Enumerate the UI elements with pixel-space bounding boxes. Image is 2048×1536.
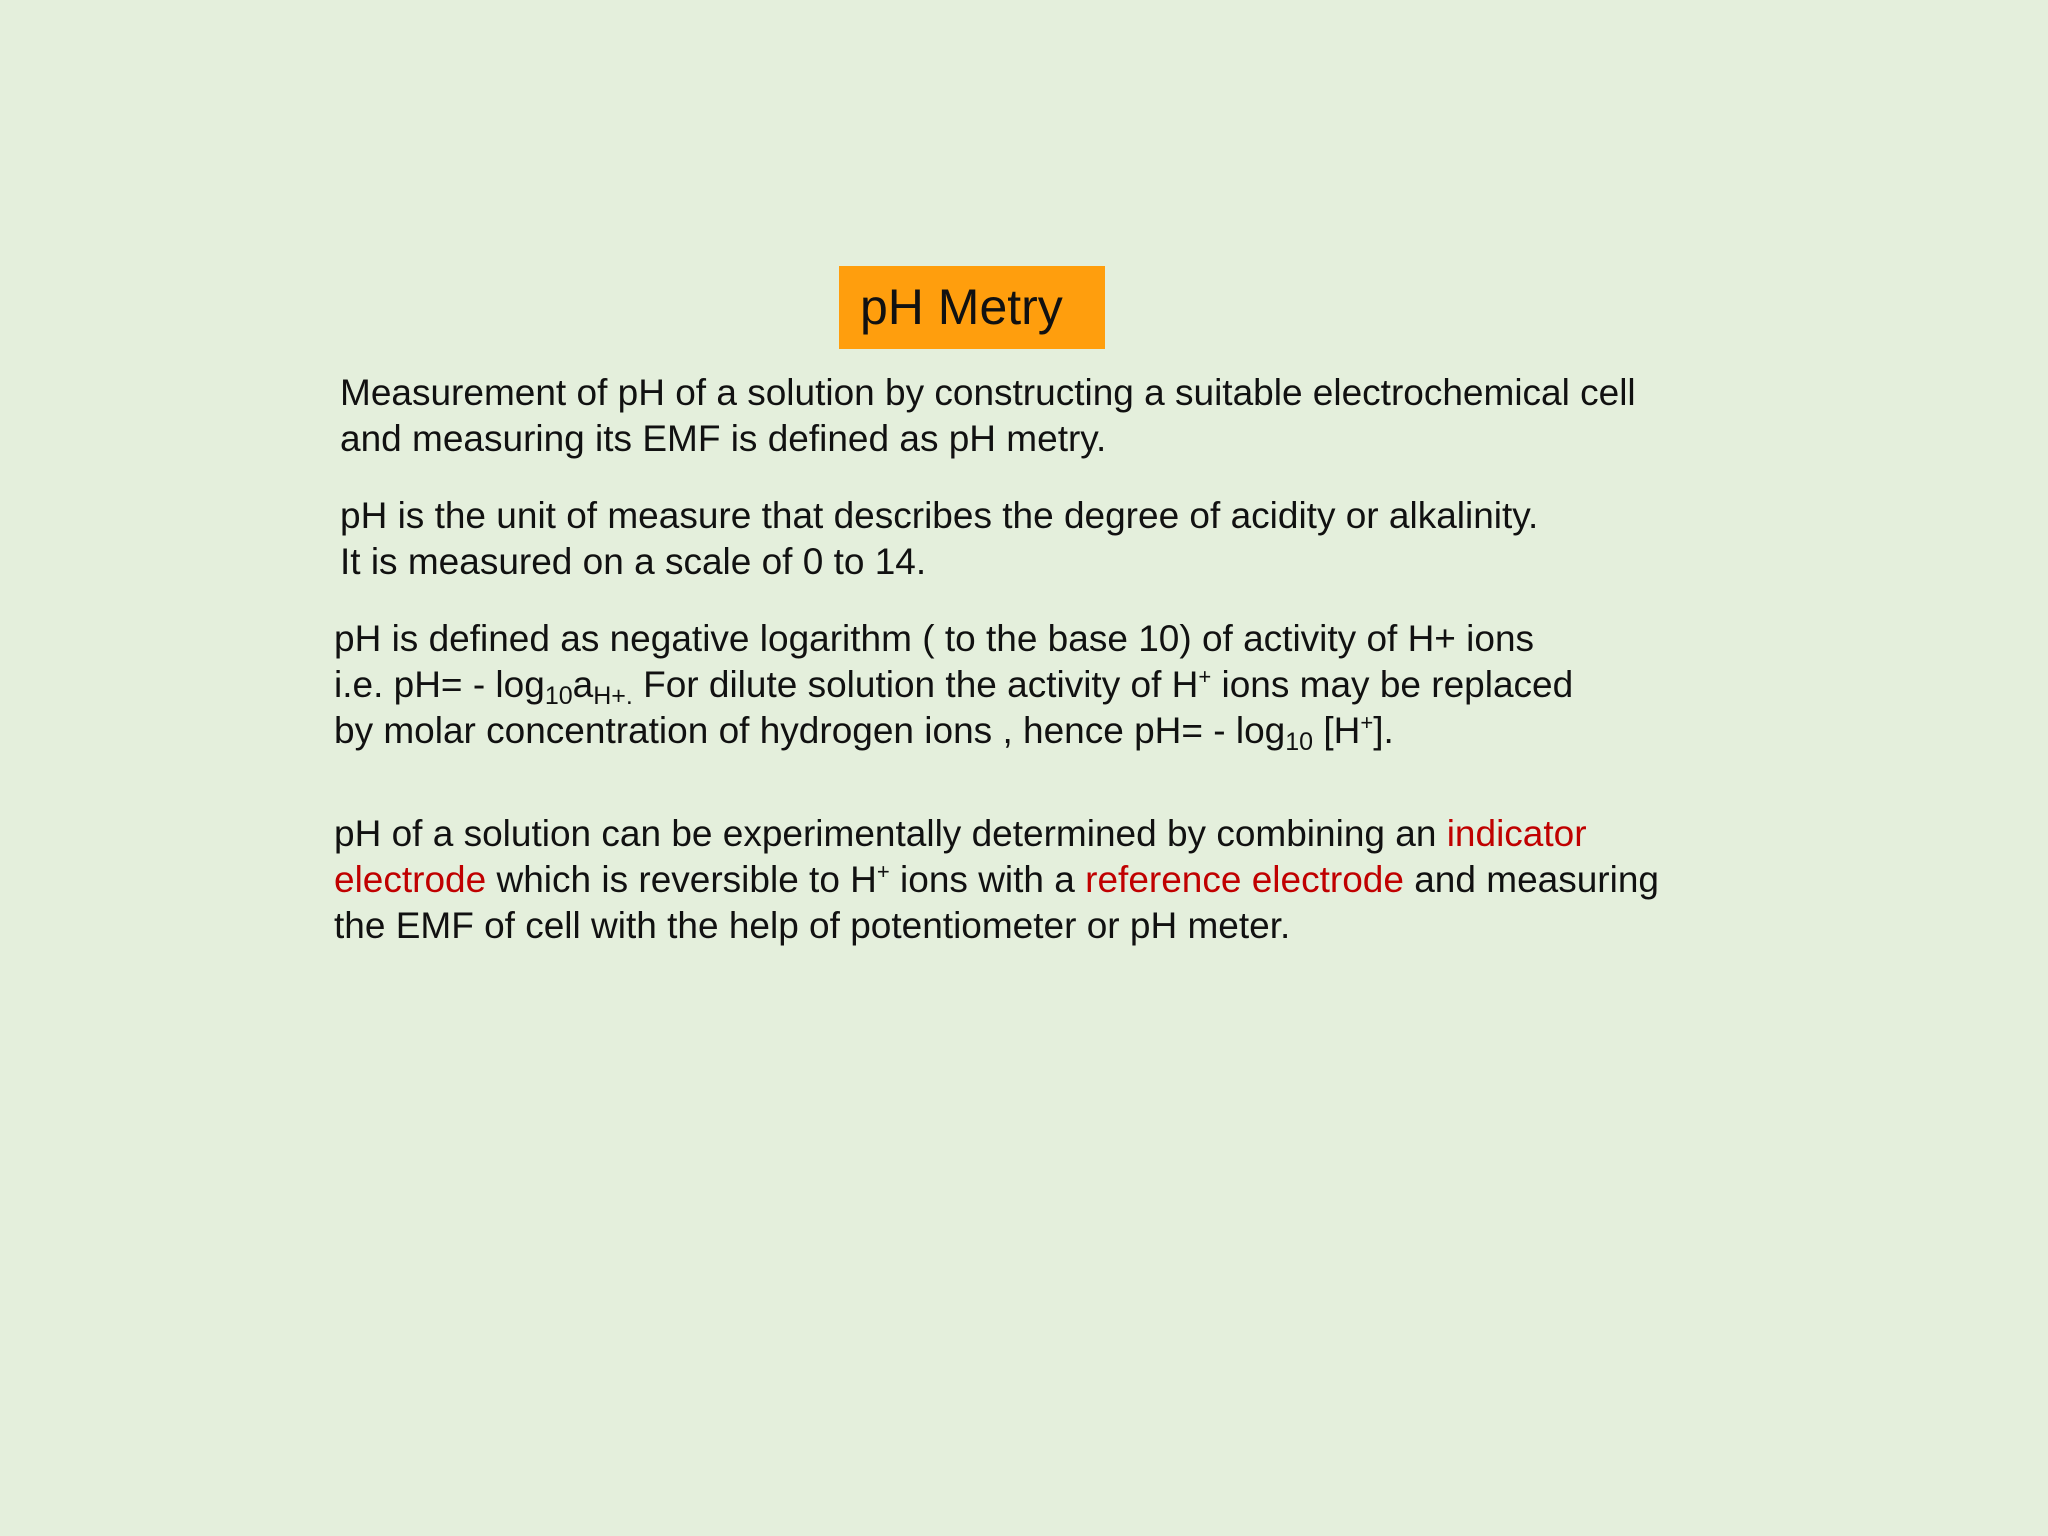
method-line-1 bbox=[334, 811, 1659, 857]
definition-line-2: and measuring its EMF is defined as pH metry. bbox=[340, 418, 1107, 459]
formula-text: i.e. pH= - log bbox=[334, 664, 545, 705]
log-base-subscript: 10 bbox=[544, 682, 573, 710]
formula-text: by molar concentration of hydrogen ions , hence pH= - log bbox=[334, 710, 1286, 751]
method-paragraph bbox=[334, 811, 1659, 949]
method-text: and measuring bbox=[1403, 859, 1659, 900]
formula-line-2 bbox=[334, 662, 1573, 708]
indicator-electrode-term: indicator bbox=[1446, 813, 1587, 854]
formula-text: [H bbox=[1313, 710, 1361, 751]
charge-superscript: + bbox=[876, 859, 890, 884]
formula-text: ions may be replaced bbox=[1211, 664, 1574, 705]
formula-text: ]. bbox=[1373, 710, 1394, 751]
method-text: ions with a bbox=[889, 859, 1086, 900]
method-text: which is reversible to H bbox=[486, 859, 877, 900]
formula-line-1: pH is defined as negative logarithm ( to the base 10) of activity of H+ ions bbox=[334, 618, 1535, 659]
reference-electrode-term: reference electrode bbox=[1085, 859, 1404, 900]
definition-paragraph bbox=[340, 370, 1636, 462]
method-line-2 bbox=[334, 857, 1659, 903]
method-line-3: the EMF of cell with the help of potentiometer or pH meter. bbox=[334, 905, 1291, 946]
formula-line-3 bbox=[334, 708, 1573, 754]
scale-line-1: pH is the unit of measure that describes the degree of acidity or alkalinity. bbox=[340, 495, 1539, 536]
scale-line-2: It is measured on a scale of 0 to 14. bbox=[340, 541, 927, 582]
formula-text: For dilute solution the activity of H bbox=[632, 664, 1199, 705]
scale-paragraph bbox=[340, 493, 1538, 585]
definition-line-1: Measurement of pH of a solution by constructing a suitable electrochemical cell bbox=[340, 372, 1636, 413]
activity-symbol: a bbox=[572, 664, 594, 705]
charge-superscript: + bbox=[1360, 710, 1374, 735]
method-text: pH of a solution can be experimentally determined by combining an bbox=[334, 813, 1447, 854]
hydrogen-ion-subscript: H+. bbox=[593, 682, 633, 710]
indicator-electrode-term: electrode bbox=[334, 859, 487, 900]
log-base-subscript: 10 bbox=[1285, 728, 1314, 756]
charge-superscript: + bbox=[1198, 664, 1212, 689]
formula-paragraph bbox=[334, 616, 1573, 754]
slide-title: pH Metry bbox=[839, 266, 1105, 349]
